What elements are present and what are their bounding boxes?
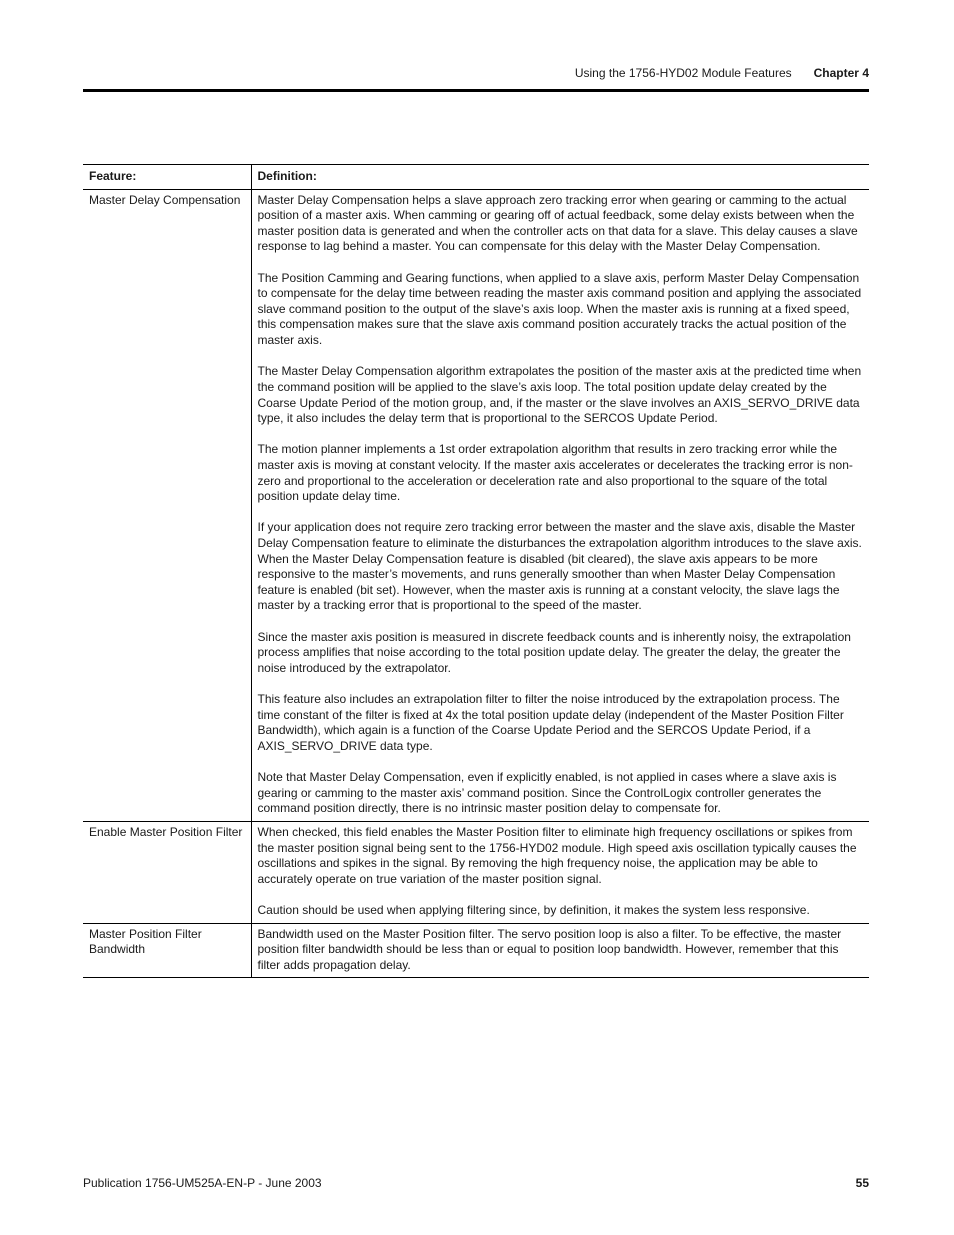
table-row — [83, 822, 869, 924]
table-row — [83, 189, 869, 821]
definition-paragraph: The Position Camming and Gearing functions, when applied to a slave axis, perform Master Delay Compensation to compensate for the delay time between reading the master axis command position and applying the associated slave command position to the output of the slave’s axis loop. When the master axis is running at a fixed speed, this compensation makes sure that the slave axis command position accurately tracks the actual position of the master axis. — [257, 270, 862, 348]
header-rule — [83, 89, 869, 92]
publication-number: Publication 1756-UM525A-EN-P - June 2003 — [83, 1176, 322, 1190]
table-row — [83, 923, 869, 978]
definition-paragraph: Master Delay Compensation helps a slave approach zero tracking error when gearing or camming to the actual position of a master axis. When camming or gearing off of actual feedback, some delay exists between when the master position data is generated and when the controller acts on that data for a slave. This delay causes a slave response to lag behind a master. You can compensate for this delay with the Master Delay Compensation. — [257, 192, 858, 254]
definition-paragraph: When checked, this field enables the Master Position filter to eliminate high frequency oscillations or spikes from the master position signal being sent to the 1756-HYD02 module. High speed axis oscillation typically causes the oscillations and spikes in the signal. By removing the high frequency noise, the application may be able to accurately operate on true variation of the master position signal. — [257, 825, 857, 886]
definition-cell — [251, 822, 869, 924]
feature-cell: Master Delay Compensation — [83, 189, 251, 821]
definition-paragraph: The Master Delay Compensation algorithm extrapolates the position of the master axis at the predicted time when the command position will be applied to the slave’s axis loop. The total position update delay created by the Coarse Update Period of the motion group, and, if the master or the slave involves an AXIS_SERVO_DRIVE data type, it also includes the delay term that is proportional to the SERCOS Update Period. — [257, 364, 862, 426]
feature-column-header: Feature: — [83, 165, 251, 190]
definition-cell — [251, 923, 869, 978]
page-number: 55 — [855, 1176, 869, 1190]
definition-paragraph: Note that Master Delay Compensation, even if explicitly enabled, is not applied in cases where a slave axis is gearing or camming to the master axis’ command position. Since the ControlLogix controller generates the command position directly, there is no intrinsic master position delay to compensate for. — [257, 770, 837, 816]
definition-paragraph: Caution should be used when applying filtering since, by definition, it makes the system less responsive. — [257, 903, 810, 918]
definition-paragraph: This feature also includes an extrapolation filter to filter the noise introduced by the extrapolation process. The time constant of the filter is fixed at 4x the total position update delay (independent of the Master Position Filter Bandwidth), which again is a function of the Coarse Update Period and the SERCOS Update Period, if a AXIS_SERVO_DRIVE data type. — [257, 692, 844, 753]
definition-cell — [251, 189, 869, 821]
definition-paragraph: Since the master axis position is measured in discrete feedback counts and is inherently noisy, the extrapolation process amplifies that noise according to the total position update delay. The greater the delay, the greater the noise introduced by the extrapolator. — [257, 629, 851, 675]
header-chapter-label: Chapter 4 — [813, 66, 869, 80]
definition-paragraph: If your application does not require zero tracking error between the master and the slave axis, disable the Master Delay Compensation feature to eliminate the disturbances the extrapolation algorithm introduces to the slave axis. When the Master Delay Compensation feature is disabled (bit cleared), the slave axis appears to be more responsive to the master’s movements, and runs generally smoother than when Master Delay Compensation feature is enabled (bit set). However, when the master axis is running at a constant velocity, the slave lags the master by a tracking error that is proportional to the speed of the master. — [257, 520, 862, 613]
feature-cell: Master Position Filter Bandwidth — [83, 923, 251, 978]
header-section-title: Using the 1756-HYD02 Module Features — [574, 66, 792, 80]
definition-paragraph: Bandwidth used on the Master Position filter. The servo position loop is also a filter. To be effective, the master position filter bandwidth should be less than or equal to position loop bandwidth. However, remember that this filter adds propagation delay. — [257, 926, 842, 972]
running-header — [83, 66, 869, 84]
feature-cell: Enable Master Position Filter — [83, 822, 251, 924]
definition-column-header: Definition: — [251, 165, 869, 190]
definition-paragraph: The motion planner implements a 1st order extrapolation algorithm that results in zero tracking error while the master axis is moving at constant velocity. If the master axis accelerates or decelerates the tracking error is non-zero and proportional to the acceleration or deceleration rate and also proportional to the square of the total position update delay time. — [257, 442, 853, 504]
page-footer — [83, 1176, 869, 1190]
feature-definition-table — [83, 164, 869, 978]
table-header-row — [83, 165, 869, 190]
